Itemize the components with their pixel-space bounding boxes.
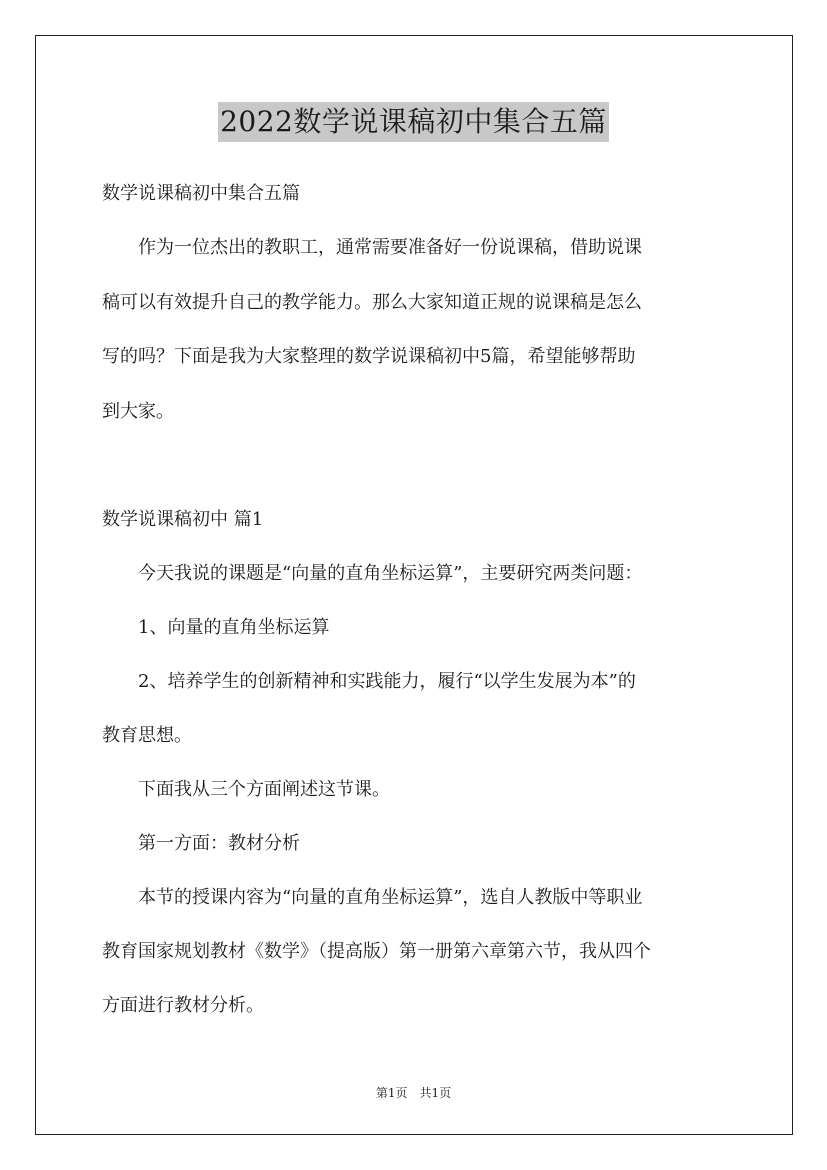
- intro-line-3: 写的吗？下面是我为大家整理的数学说课稿初中5篇，希望能够帮助: [102, 346, 636, 367]
- intro-line-1: 作为一位杰出的教职工，通常需要准备好一份说课稿，借助说课: [102, 237, 642, 258]
- title-container: [0, 102, 827, 142]
- body-line-2: 1、向量的直角坐标运算: [102, 617, 330, 638]
- section-heading: 数学说课稿初中 篇1: [102, 509, 264, 530]
- body-line-8: 教育国家规划教材《数学》（提高版）第一册第六章第六节，我从四个: [102, 941, 651, 962]
- page-footer: 第1页 共1页: [375, 1086, 452, 1100]
- document-title: 2022数学说课稿初中集合五篇: [218, 102, 609, 142]
- document-subtitle: 数学说课稿初中集合五篇: [102, 183, 300, 204]
- body-line-9: 方面进行教材分析。: [102, 995, 264, 1016]
- body-line-5: 下面我从三个方面阐述这节课。: [102, 779, 390, 800]
- body-line-3: 2、培养学生的创新精神和实践能力，履行“以学生发展为本”的: [102, 671, 636, 692]
- body-line-1: 今天我说的课题是“向量的直角坐标运算”，主要研究两类问题：: [102, 563, 643, 584]
- intro-line-2: 稿可以有效提升自己的教学能力。那么大家知道正规的说课稿是怎么: [102, 292, 642, 313]
- intro-line-4: 到大家。: [102, 401, 174, 422]
- body-line-6: 第一方面：教材分析: [102, 833, 300, 854]
- body-line-7: 本节的授课内容为“向量的直角坐标运算”，选自人教版中等职业: [102, 887, 643, 908]
- body-line-4: 教育思想。: [102, 725, 192, 746]
